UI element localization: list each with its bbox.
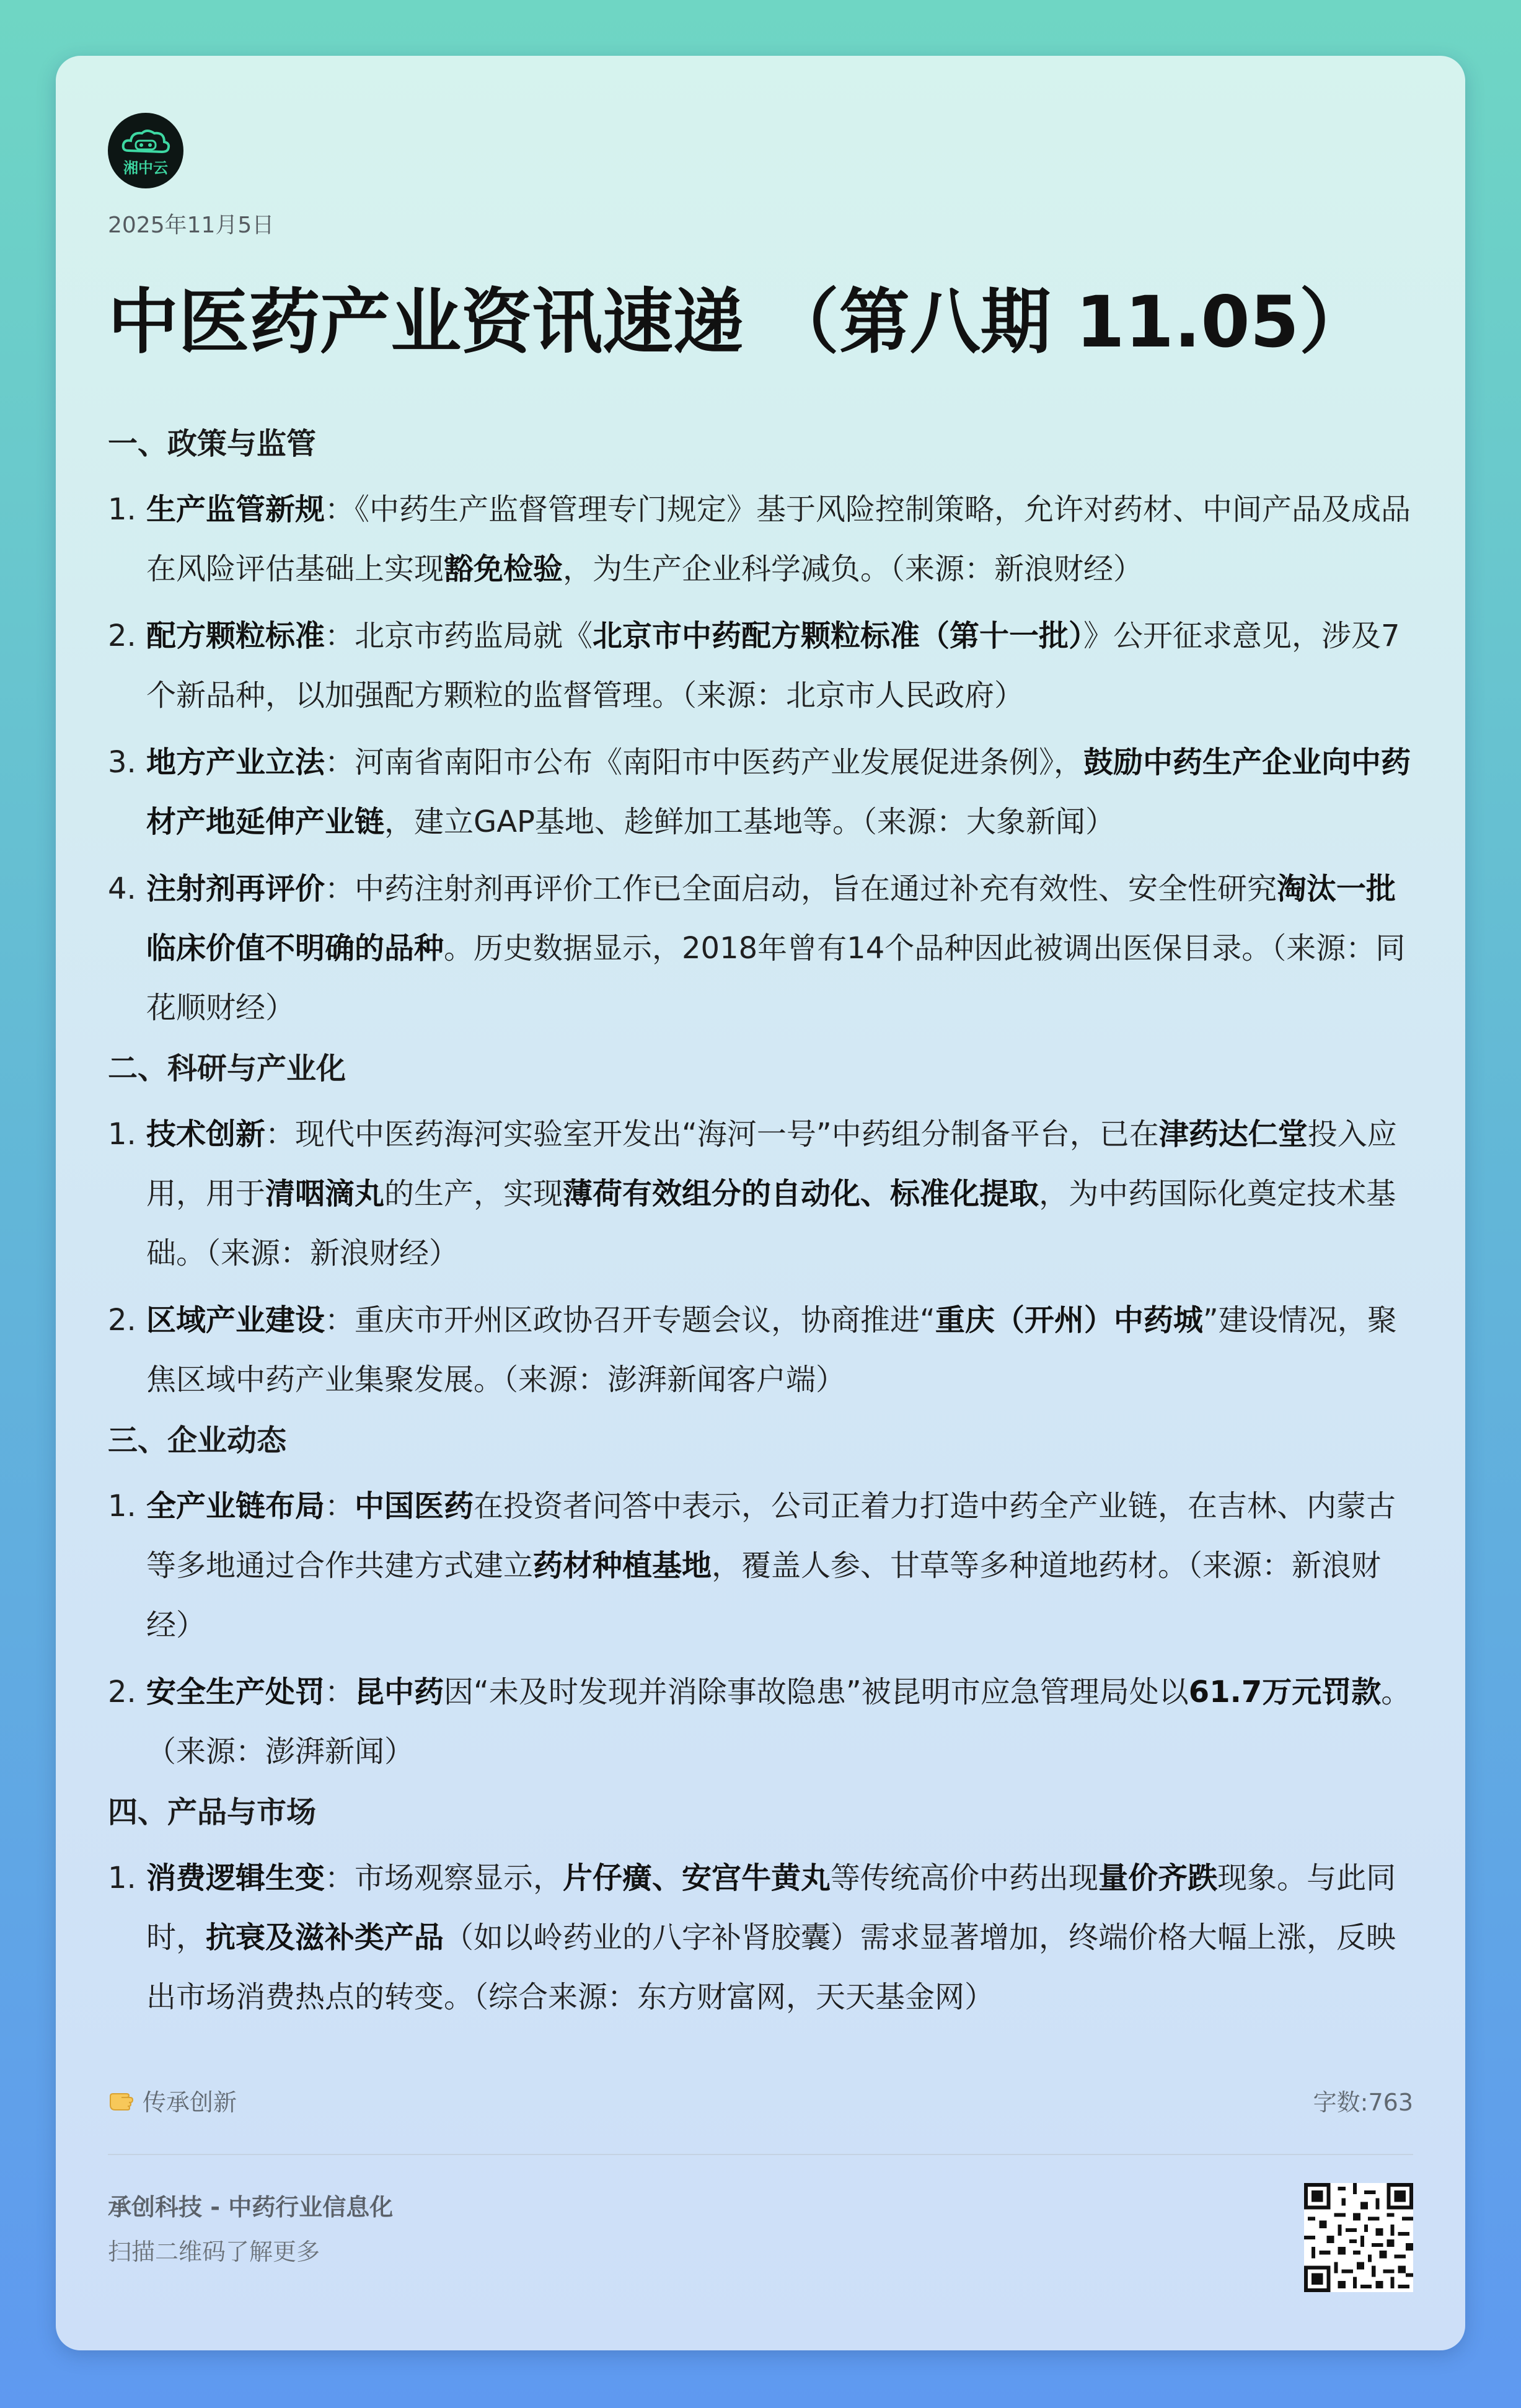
list-item-number: 2.: [108, 619, 136, 653]
text-segment: ：河南省南阳市公布《南阳市中医药产业发展促进条例》，: [325, 745, 1084, 780]
text-segment: ，为中药国际化奠定技术基础。（来源：新浪财经）: [146, 1176, 1396, 1271]
list-item: [108, 606, 1416, 725]
bold-text: 重庆（开州）中药城: [935, 1303, 1203, 1338]
list-item-number: 1.: [108, 1861, 136, 1895]
text-segment: ，为生产企业科学减负。（来源：新浪财经）: [563, 552, 1144, 586]
bold-text: 注射剂再评价: [146, 871, 325, 906]
topic-tag-label: 传承创新: [143, 2088, 237, 2116]
topic-tag[interactable]: [108, 2083, 237, 2117]
list-item-number: 1.: [108, 1117, 136, 1152]
text-segment: ：现代中医药海河实验室开发出“海河一号”中药组分制备平台，已在: [265, 1117, 1159, 1152]
bold-text: 配方颗粒标准: [146, 619, 325, 653]
list-item: [108, 1476, 1416, 1655]
bold-text: 淘汰一批临床价值不明确的品种: [146, 871, 1396, 966]
publish-date: 2025年11月5日: [108, 213, 275, 238]
list-item-text: [146, 1290, 1416, 1409]
bold-text: 全产业链布局: [146, 1489, 325, 1524]
list-item: [108, 1662, 1416, 1781]
text-segment: 现象。与此同时，: [146, 1861, 1396, 1955]
bold-text: 薄荷有效组分的自动化、标准化提取: [563, 1176, 1039, 1211]
bold-text: 鼓励中药生产企业向中药材产地延伸产业链: [146, 745, 1411, 839]
list-item: [108, 1105, 1416, 1283]
bold-text: 昆中药: [355, 1675, 444, 1709]
footer-divider: [108, 2154, 1413, 2155]
company-name: 承创科技 - 中药行业信息化: [108, 2194, 394, 2221]
text-segment: ：北京市药监局就《: [325, 619, 593, 653]
text-segment: ：《中药生产监督管理专门规定》基于风险控制策略，允许对药材、中间产品及成品在风险评估基础上实现: [146, 492, 1411, 586]
text-segment: 》公开征求意见，涉及7个新品种，以加强配方颗粒的监督管理。（来源：北京市人民政府）: [146, 619, 1400, 713]
bold-text: 区域产业建设: [146, 1303, 325, 1338]
bold-text: 安全生产处罚: [146, 1675, 325, 1709]
bold-text: 生产监管新规: [146, 492, 325, 527]
bold-text: 技术创新: [146, 1117, 266, 1152]
list-item-text: [146, 606, 1416, 725]
article-content: [108, 420, 1416, 2034]
pointing-hand-icon: [108, 2088, 138, 2112]
bold-text: 片仔癀、安宫牛黄丸: [563, 1861, 831, 1895]
logo-text: 湘中云: [123, 159, 168, 177]
text-segment: ，覆盖人参、甘草等多种道地药材。（来源：新浪财经）: [146, 1548, 1382, 1643]
list-item: [108, 733, 1416, 852]
section-heading: 四、产品与市场: [108, 1795, 317, 1830]
text-segment: ：市场观察显示，: [325, 1861, 563, 1895]
scan-hint: 扫描二维码了解更多: [108, 2238, 320, 2265]
bold-text: 中国医药: [355, 1489, 474, 1524]
qr-code[interactable]: [1304, 2183, 1413, 2292]
section-heading: 二、科研与产业化: [108, 1051, 346, 1086]
list-item-text: [146, 1476, 1416, 1655]
bold-text: 61.7万元罚款: [1188, 1675, 1382, 1709]
list-item-number: 2.: [108, 1303, 136, 1338]
article-card: [56, 56, 1465, 2350]
bold-text: 抗衰及滋补类产品: [206, 1920, 444, 1955]
text-segment: 的生产，实现: [384, 1176, 563, 1211]
list-item-number: 2.: [108, 1675, 136, 1709]
text-segment: ，建立GAP基地、趁鲜加工基地等。（来源：大象新闻）: [384, 805, 1115, 839]
cloud-robot-icon: [120, 126, 172, 159]
footer-meta: [108, 2081, 1413, 2119]
bold-text: 量价齐跌: [1098, 1861, 1218, 1895]
list-item-number: 1.: [108, 1489, 136, 1524]
list-item-text: [146, 1662, 1416, 1781]
bold-text: 清咽滴丸: [265, 1176, 385, 1211]
bold-text: 地方产业立法: [146, 745, 325, 780]
brand-logo: [108, 113, 183, 188]
list-item-text: [146, 480, 1416, 599]
text-segment: ：中药注射剂再评价工作已全面启动，旨在通过补充有效性、安全性研究: [325, 871, 1277, 906]
list-item: [108, 1290, 1416, 1409]
text-segment: 等传统高价中药出现: [831, 1861, 1099, 1895]
list-item-number: 3.: [108, 745, 136, 780]
text-segment: ：: [325, 1489, 355, 1524]
word-count: 字数:763: [1313, 2088, 1413, 2116]
page-title: 中医药产业资讯速递 （第八期 11.05）: [108, 281, 1370, 363]
section-heading: 一、政策与监管: [108, 426, 317, 461]
list-item-text: [146, 1848, 1416, 2027]
text-segment: 投入应用，用于: [146, 1117, 1397, 1211]
list-item: [108, 480, 1416, 599]
bold-text: 北京市中药配方颗粒标准（第十一批）: [593, 619, 1084, 653]
bold-text: 豁免检验: [444, 552, 563, 586]
list-item-text: [146, 733, 1416, 852]
list-item-number: 1.: [108, 492, 136, 527]
list-item-text: [146, 859, 1416, 1038]
text-segment: ：重庆市开州区政协召开专题会议，协商推进“: [325, 1303, 935, 1338]
text-segment: 。（来源：澎湃新闻）: [146, 1675, 1411, 1769]
text-segment: （如以岭药业的八字补肾胶囊）需求显著增加，终端价格大幅上涨，反映出市场消费热点的转变。（综合来源：东方财富网，天天基金网）: [146, 1920, 1396, 2014]
list-item: [108, 859, 1416, 1038]
bold-text: 消费逻辑生变: [146, 1861, 325, 1895]
list-item: [108, 1848, 1416, 2027]
text-segment: 。历史数据显示，2018年曾有14个品种因此被调出医保目录。（来源：同花顺财经）: [146, 931, 1406, 1025]
text-segment: ”建设情况，聚焦区域中药产业集聚发展。（来源：澎湃新闻客户端）: [146, 1303, 1397, 1397]
list-item-text: [146, 1105, 1416, 1283]
text-segment: 在投资者问答中表示，公司正着力打造中药全产业链，在吉林、内蒙古等多地通过合作共建方式建立: [146, 1489, 1396, 1583]
section-heading: 三、企业动态: [108, 1423, 287, 1458]
bold-text: 津药达仁堂: [1158, 1117, 1308, 1152]
list-item-number: 4.: [108, 871, 136, 906]
text-segment: 因“未及时发现并消除事故隐患”被昆明市应急管理局处以: [444, 1675, 1189, 1709]
text-segment: ：: [325, 1675, 355, 1709]
bold-text: 药材种植基地: [533, 1548, 712, 1583]
